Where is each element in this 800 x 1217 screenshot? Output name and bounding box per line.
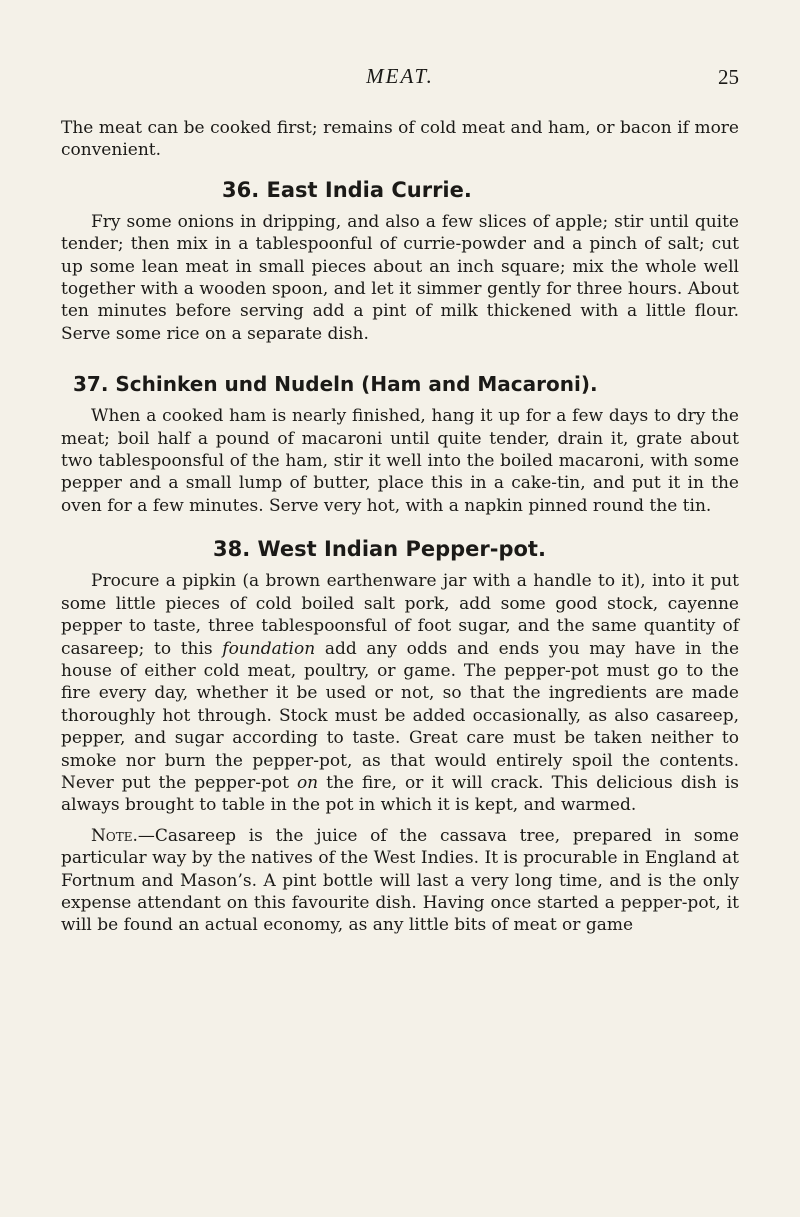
italic-foundation: foundation bbox=[222, 638, 316, 659]
note-label: Note. bbox=[91, 825, 138, 846]
recipe-text-part-1: Procure a pipkin (a brown earthenware jar with a handle to it), into it put some little pieces of cold boiled salt pork, add some good stock, cayenne pepper to taste, three tablespoonsful of foot sugar, and the same quantity of casareep; to this bbox=[61, 571, 739, 659]
intro-paragraph: The meat can be cooked first; remains of cold meat and ham, or bacon if more convenient. bbox=[61, 118, 739, 161]
recipe-text-part-2: add any odds and ends you may have in the house of either cold meat, poultry, or game. The pepper-pot must go to the fire every day, whether it be used or not, so that the ingredients are made thoroughly hot through. Stock must be added occasionally, as also casareep, pepper, and sugar according to taste. Great care must be taken neither to smoke nor burn the pepper-pot, as that would entirely spoil the contents. Never put the pepper-pot bbox=[61, 638, 740, 793]
recipe-body-38 bbox=[61, 570, 739, 816]
note-text: —Casareep is the juice of the cassava tree, prepared in some particular way by the natives of the West Indies. It is procurable in England at Fortnum and Mason’s. A pint bottle will last a very long time, and is the only expense attendant on this favourite dish. Having once started a pepper-pot, it will be found an actual economy, as any little bits of meat or game bbox=[61, 825, 739, 936]
recipe-body-36: Fry some onions in dripping, and also a few slices of apple; stir until quite tender; then mix in a tablespoonful of currie-powder and a pinch of salt; cut up some lean meat in small pieces about an inch square; mix the whole well together with a wooden spoon, and let it simmer gently for three hours. About ten minutes before serving add a pint of milk thickened with a little flour. Serve some rice on a separate dish. bbox=[61, 211, 739, 344]
italic-on: on bbox=[296, 772, 319, 793]
recipe-heading-38: 38. West Indian Pepper-pot. bbox=[213, 537, 546, 562]
page-number: 25 bbox=[718, 65, 739, 89]
recipe-heading-36: 36. East India Currie. bbox=[222, 177, 472, 202]
recipe-body-37: When a cooked ham is nearly finished, hang it up for a few days to dry the meat; boil half a pound of macaroni until quite tender, drain it, grate about two tablespoonsful of the ham, stir it well into the boiled macaroni, with some pepper and a small lump of butter, place this in a cake-tin, and put it in the oven for a few minutes. Serve very hot, with a napkin pinned round the tin. bbox=[61, 406, 739, 516]
recipe-note-38 bbox=[61, 825, 739, 937]
recipe-heading-37: 37. Schinken und Nudeln (Ham and Macaroni). bbox=[73, 372, 598, 397]
running-head bbox=[61, 0, 739, 100]
running-title: MEAT. bbox=[366, 64, 434, 88]
recipe-text-part-3: the fire, or it will crack. This delicious dish is always brought to table in the pot in which it is kept, and warmed. bbox=[61, 772, 739, 816]
